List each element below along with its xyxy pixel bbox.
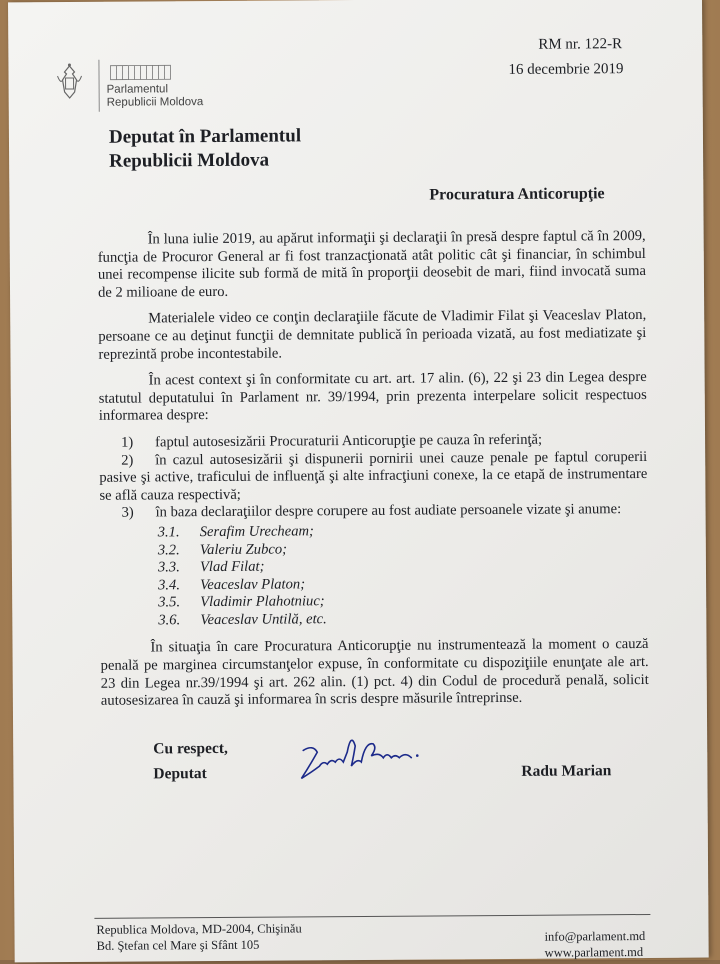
name-number: 3.1. [158,524,200,542]
name-number: 3.6. [158,612,200,630]
address-line2: Bd. Ştefan cel Mare şi Sfânt 105 [97,936,302,953]
name-text: Veaceslav Untilă, etc. [200,611,327,628]
list-item-number: 2) [99,452,155,470]
contact-email: info@parlament.md [544,928,645,945]
paragraph-3: În acest context şi în conformitate cu art. art. 17 alin. (6), 22 şi 23 din Legea despre statutul deputatului în Parlament nr. 39/1994, prin prezenta interpelare solicit respectuos informarea despre: [99,369,647,426]
list-item-text: în cazul autosesizării şi dispunerii pornirii unei cauze penale pe faptul coruperii pasive şi active, traficului de influenţă şi alte infracţiuni conexe, la ce etapă de instrumentare se află cauza respectivă; [99,449,647,504]
paragraph-1: În luna iulie 2019, au apărut informaţii şi declaraţii în presă despre faptul că în 2009, funcţia de Procuror General ar fi fost tranzacţionată atât politic cât şi financiar, în schimbul unei recompense ilicite sub formă de mită în proporţii deosebit de mari, fiind invocată suma de 2 milioane de euro. [98,228,646,302]
contact-website: www.parlament.md [545,944,646,961]
letter-body [98,228,649,720]
name-text: Valeriu Zubco; [200,541,287,558]
institution-name [107,83,204,110]
footer-address [96,920,301,953]
signer-name: Radu Marian [521,762,611,781]
name-number: 3.5. [158,594,200,612]
name-number: 3.4. [158,577,200,595]
paragraph-4: În situaţia în care Procuratura Anticorupţie nu instrumentează la moment o cauză penală pe marginea circumstanţelor expuse, în conformitate cu dispoziţiile enunţate ale art. 23 din Legea nr.39/1994 şi art. 262 alin. (1) pct. 4) din Codul de procedură penală, solicit autosesizarea în cauză şi informarea în scris despre măsurile întreprinse. [100,636,648,710]
footer-divider [94,914,650,919]
sender-title [109,124,301,173]
reference-number: RM nr. 122-R [538,36,622,54]
letter-page [8,0,709,962]
institution-line1: Parlamentul [107,83,204,97]
parliament-building-icon [108,61,172,81]
list-item [99,449,647,506]
sender-line1: Deputat în Parlamentul [109,124,301,149]
letter-date: 16 decembrie 2019 [508,61,623,79]
institution-line2: Republicii Moldova [107,96,204,110]
list-item-number: 1) [99,434,155,452]
handwritten-signature [295,721,445,786]
list-item-text: faptul autosesizării Procuraturii Anticorupţie pe cauza în referinţă; [155,432,542,451]
names-list [158,521,649,630]
closing-block [153,736,228,787]
recipient: Procuratura Anticorupţie [429,185,604,204]
name-text: Vladimir Plahotniuc; [200,594,325,611]
sender-line2: Republicii Moldova [109,148,301,173]
list-item-text: în baza declaraţiilor despre corupere au fost audiate persoanele vizate şi anume: [156,501,622,520]
coat-of-arms-icon [54,62,84,104]
closing-title: Deputat [153,761,228,787]
name-text: Vlad Filat; [200,559,265,575]
logo-divider [98,60,99,112]
name-number: 3.3. [158,559,200,577]
paragraph-2: Materialele video ce conţin declaraţiile făcute de Vladimir Filat şi Veaceslav Platon, persoane ce au deţinut funcţii de demnitate publică în perioada vizată, au fost mediatizate şi reprezintă probe incontestabile. [98,307,646,364]
footer-contact [544,928,645,961]
closing-salutation: Cu respect, [153,736,228,762]
name-text: Veaceslav Platon; [200,576,305,593]
name-number: 3.2. [158,542,200,560]
name-text: Serafim Urecheam; [200,523,314,540]
address-line1: Republica Moldova, MD-2004, Chişinău [96,920,301,937]
name-item [158,609,648,630]
list-item-number: 3) [100,505,156,523]
list-item [100,501,648,522]
